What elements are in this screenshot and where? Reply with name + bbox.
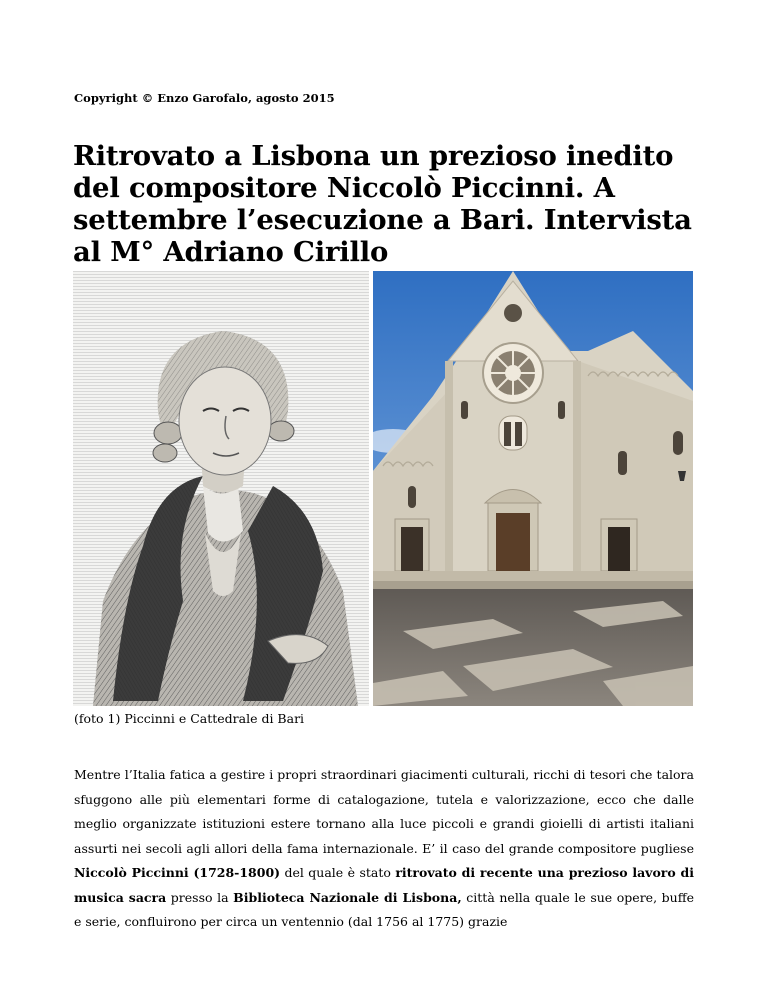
- paragraph-bold-library: Biblioteca Nazionale di Lisbona,: [233, 889, 462, 905]
- paragraph-text-4: città nella quale le sue opere, buffe e serie, confluirono per circa un ventennio (dal 1756 al 1775) grazie: [74, 889, 694, 929]
- cathedral-image: [373, 271, 693, 706]
- copyright-line: Copyright © Enzo Garofalo, agosto 2015: [74, 91, 335, 105]
- paragraph-text-3: presso la: [166, 889, 234, 905]
- article-paragraph: [74, 763, 694, 935]
- paragraph-bold-finding: ritrovato di recente una prezioso lavoro di musica sacra: [74, 865, 694, 905]
- article-title: Ritrovato a Lisbona un prezioso inedito del compositore Niccolò Piccinni. A settembre l’esecuzione a Bari. Intervista al M° Adriano Cirillo: [73, 140, 692, 268]
- portrait-image: [73, 271, 369, 706]
- paragraph-text-2: del quale è stato: [280, 865, 396, 880]
- article-figure: [73, 271, 693, 706]
- paragraph-bold-composer: Niccolò Piccinni (1728-1800): [74, 865, 281, 880]
- paragraph-text-1: Mentre l’Italia fatica a gestire i propri straordinari giacimenti culturali, ricchi di tesori che talora sfuggono alle più elementari forme di catalogazione, tutela e valorizzazione, ecco che dalle meglio organizzate istituzioni estere tornano alla luce piccoli e grandi gioielli di artisti italiani assurti nei secoli agli allori della fama internazionale. E’ il caso del grande compositore pugliese: [74, 767, 694, 856]
- figure-caption: (foto 1) Piccinni e Cattedrale di Bari: [74, 711, 305, 726]
